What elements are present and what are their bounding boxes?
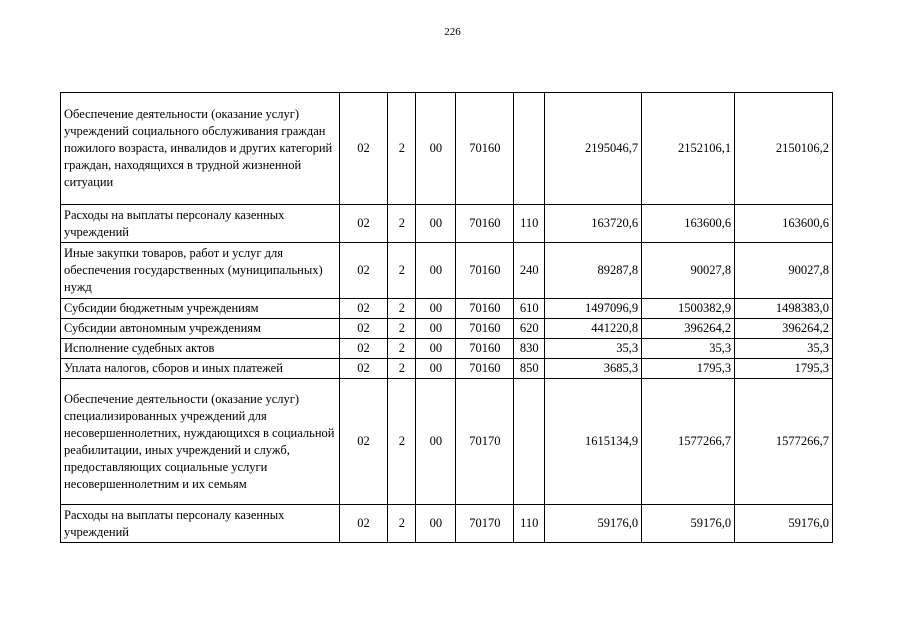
cell-value-1: 163720,6 <box>545 205 642 243</box>
cell-section: 02 <box>339 93 388 205</box>
cell-program: 2 <box>388 359 416 379</box>
cell-value-2: 1795,3 <box>642 359 735 379</box>
cell-value-3: 163600,6 <box>735 205 833 243</box>
cell-subprogram: 00 <box>416 319 456 339</box>
cell-value-2: 1500382,9 <box>642 299 735 319</box>
table-row <box>61 205 833 243</box>
table-row <box>61 339 833 359</box>
cell-value-3: 1498383,0 <box>735 299 833 319</box>
cell-value-2: 396264,2 <box>642 319 735 339</box>
cell-section: 02 <box>339 379 388 505</box>
cell-expense-type: 830 <box>514 339 545 359</box>
cell-target-code: 70160 <box>456 359 514 379</box>
table-row <box>61 243 833 299</box>
cell-value-2: 2152106,1 <box>642 93 735 205</box>
cell-section: 02 <box>339 505 388 543</box>
row-name: Расходы на выплаты персоналу казенных учреждений <box>61 505 340 543</box>
budget-table <box>60 92 833 543</box>
table-row <box>61 93 833 205</box>
cell-value-1: 1497096,9 <box>545 299 642 319</box>
cell-expense-type: 850 <box>514 359 545 379</box>
table-row <box>61 319 833 339</box>
cell-value-3: 2150106,2 <box>735 93 833 205</box>
cell-program: 2 <box>388 379 416 505</box>
cell-section: 02 <box>339 319 388 339</box>
table-row <box>61 379 833 505</box>
cell-expense-type: 240 <box>514 243 545 299</box>
cell-value-2: 90027,8 <box>642 243 735 299</box>
cell-value-3: 35,3 <box>735 339 833 359</box>
cell-target-code: 70160 <box>456 93 514 205</box>
cell-value-2: 1577266,7 <box>642 379 735 505</box>
cell-subprogram: 00 <box>416 93 456 205</box>
cell-program: 2 <box>388 299 416 319</box>
row-name: Субсидии автономным учреждениям <box>61 319 340 339</box>
cell-expense-type: 110 <box>514 505 545 543</box>
cell-value-3: 396264,2 <box>735 319 833 339</box>
cell-expense-type: 620 <box>514 319 545 339</box>
row-name: Субсидии бюджетным учреждениям <box>61 299 340 319</box>
cell-program: 2 <box>388 505 416 543</box>
cell-program: 2 <box>388 319 416 339</box>
cell-value-3: 59176,0 <box>735 505 833 543</box>
row-name: Обеспечение деятельности (оказание услуг) учреждений социального обслуживания граждан пожилого возраста, инвалидов и других категорий граждан, находящихся в трудной жизненной ситуации <box>61 93 340 205</box>
cell-subprogram: 00 <box>416 379 456 505</box>
cell-subprogram: 00 <box>416 339 456 359</box>
cell-value-2: 163600,6 <box>642 205 735 243</box>
cell-target-code: 70170 <box>456 505 514 543</box>
table-row <box>61 299 833 319</box>
cell-target-code: 70160 <box>456 339 514 359</box>
cell-program: 2 <box>388 339 416 359</box>
row-name: Обеспечение деятельности (оказание услуг) специализированных учреждений для несовершеннолетних, нуждающихся в социальной реабилитации, иных учреждений и служб, предоставляющих социальные услуги несовершеннолетним и их семьям <box>61 379 340 505</box>
cell-value-1: 3685,3 <box>545 359 642 379</box>
cell-target-code: 70170 <box>456 379 514 505</box>
cell-target-code: 70160 <box>456 319 514 339</box>
cell-target-code: 70160 <box>456 205 514 243</box>
cell-subprogram: 00 <box>416 243 456 299</box>
cell-program: 2 <box>388 243 416 299</box>
cell-value-1: 1615134,9 <box>545 379 642 505</box>
cell-value-1: 35,3 <box>545 339 642 359</box>
cell-program: 2 <box>388 93 416 205</box>
cell-value-3: 1795,3 <box>735 359 833 379</box>
cell-target-code: 70160 <box>456 299 514 319</box>
table-row <box>61 359 833 379</box>
row-name: Расходы на выплаты персоналу казенных учреждений <box>61 205 340 243</box>
cell-value-3: 90027,8 <box>735 243 833 299</box>
cell-subprogram: 00 <box>416 205 456 243</box>
cell-value-2: 59176,0 <box>642 505 735 543</box>
cell-value-1: 2195046,7 <box>545 93 642 205</box>
cell-section: 02 <box>339 359 388 379</box>
cell-subprogram: 00 <box>416 359 456 379</box>
cell-subprogram: 00 <box>416 299 456 319</box>
cell-section: 02 <box>339 299 388 319</box>
cell-expense-type: 110 <box>514 205 545 243</box>
cell-program: 2 <box>388 205 416 243</box>
row-name: Исполнение судебных актов <box>61 339 340 359</box>
cell-section: 02 <box>339 205 388 243</box>
row-name: Иные закупки товаров, работ и услуг для обеспечения государственных (муниципальных) нужд <box>61 243 340 299</box>
cell-value-1: 89287,8 <box>545 243 642 299</box>
cell-target-code: 70160 <box>456 243 514 299</box>
page-number: 226 <box>444 26 461 38</box>
table-row <box>61 505 833 543</box>
cell-expense-type: 610 <box>514 299 545 319</box>
cell-expense-type <box>514 379 545 505</box>
row-name: Уплата налогов, сборов и иных платежей <box>61 359 340 379</box>
cell-value-2: 35,3 <box>642 339 735 359</box>
cell-value-1: 59176,0 <box>545 505 642 543</box>
cell-expense-type <box>514 93 545 205</box>
cell-section: 02 <box>339 243 388 299</box>
cell-subprogram: 00 <box>416 505 456 543</box>
cell-value-3: 1577266,7 <box>735 379 833 505</box>
cell-section: 02 <box>339 339 388 359</box>
cell-value-1: 441220,8 <box>545 319 642 339</box>
